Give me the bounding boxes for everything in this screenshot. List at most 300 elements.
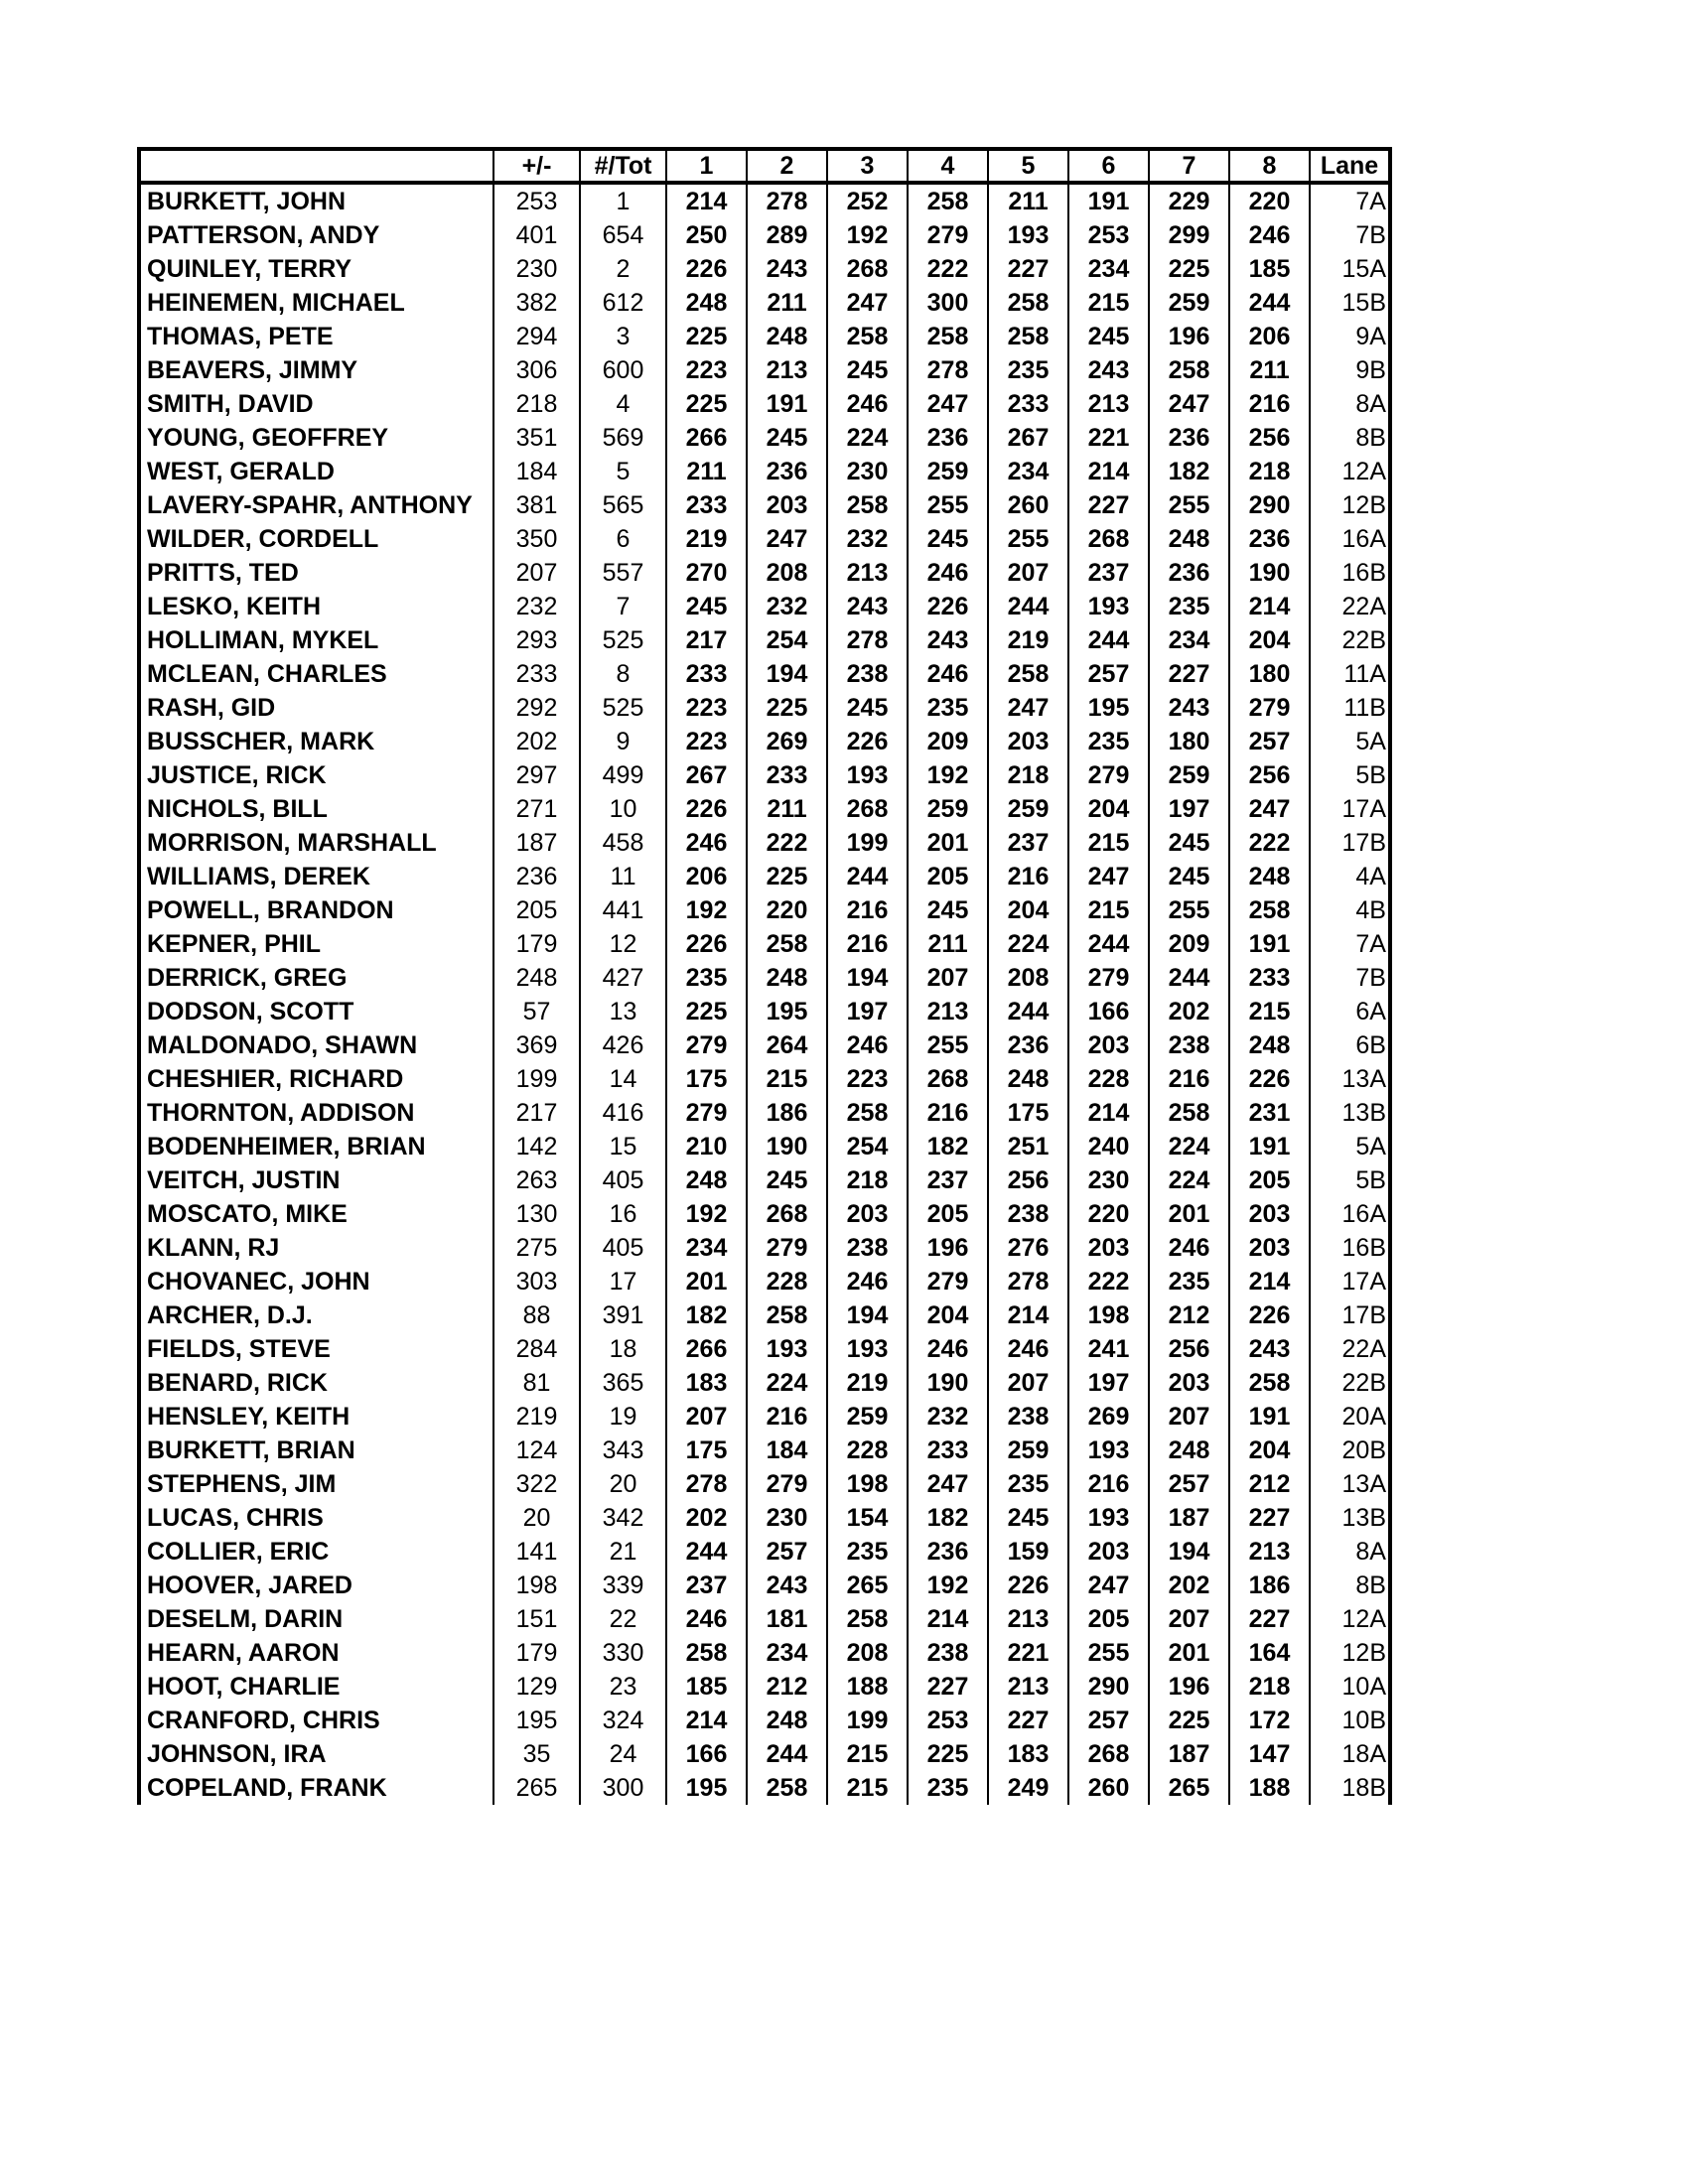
bowler-name: MCLEAN, CHARLES [139, 657, 493, 691]
game-7-score: 212 [1149, 1298, 1229, 1332]
number-total-cell: 557 [580, 556, 666, 590]
lane-cell: 13B [1310, 1096, 1390, 1130]
table-row [139, 826, 1390, 860]
game-7-score: 207 [1149, 1602, 1229, 1636]
plus-minus-cell: 294 [493, 320, 580, 353]
game-1-score: 195 [666, 1771, 747, 1805]
plus-minus-cell: 35 [493, 1737, 580, 1771]
lane-cell: 6B [1310, 1028, 1390, 1062]
number-total-cell: 324 [580, 1704, 666, 1737]
game-3-score: 259 [827, 1400, 908, 1433]
number-total-cell: 525 [580, 623, 666, 657]
game-5-score: 233 [988, 387, 1068, 421]
game-4-score: 232 [908, 1400, 988, 1433]
game-1-score: 235 [666, 961, 747, 995]
number-total-cell: 569 [580, 421, 666, 455]
game-1-score: 246 [666, 826, 747, 860]
game-7-score: 227 [1149, 657, 1229, 691]
table-row [139, 1636, 1390, 1670]
game-2-score: 248 [747, 1704, 827, 1737]
game-1-score: 192 [666, 893, 747, 927]
game-1-score: 258 [666, 1636, 747, 1670]
plus-minus-cell: 232 [493, 590, 580, 623]
game-4-score: 246 [908, 657, 988, 691]
game-4-score: 278 [908, 353, 988, 387]
game-7-score: 247 [1149, 387, 1229, 421]
game-3-score: 197 [827, 995, 908, 1028]
header-lane: Lane [1310, 149, 1390, 183]
game-6-score: 244 [1068, 623, 1149, 657]
header-name [139, 149, 493, 183]
game-4-score: 258 [908, 320, 988, 353]
game-1-score: 226 [666, 927, 747, 961]
table-row [139, 455, 1390, 488]
game-7-score: 224 [1149, 1163, 1229, 1197]
game-7-score: 245 [1149, 860, 1229, 893]
plus-minus-cell: 202 [493, 725, 580, 758]
plus-minus-cell: 217 [493, 1096, 580, 1130]
game-3-score: 246 [827, 1265, 908, 1298]
bowler-name: CRANFORD, CHRIS [139, 1704, 493, 1737]
plus-minus-cell: 219 [493, 1400, 580, 1433]
game-7-score: 229 [1149, 183, 1229, 218]
plus-minus-cell: 233 [493, 657, 580, 691]
bowler-name: HOLLIMAN, MYKEL [139, 623, 493, 657]
lane-cell: 5B [1310, 1163, 1390, 1197]
game-2-score: 208 [747, 556, 827, 590]
game-6-score: 279 [1068, 961, 1149, 995]
game-2-score: 191 [747, 387, 827, 421]
table-row [139, 218, 1390, 252]
game-5-score: 249 [988, 1771, 1068, 1805]
game-8-score: 222 [1229, 826, 1310, 860]
game-5-score: 245 [988, 1501, 1068, 1535]
game-5-score: 237 [988, 826, 1068, 860]
game-1-score: 250 [666, 218, 747, 252]
number-total-cell: 12 [580, 927, 666, 961]
number-total-cell: 1 [580, 183, 666, 218]
table-row [139, 1400, 1390, 1433]
plus-minus-cell: 350 [493, 522, 580, 556]
game-8-score: 213 [1229, 1535, 1310, 1569]
lane-cell: 16A [1310, 522, 1390, 556]
game-7-score: 202 [1149, 995, 1229, 1028]
header-game-3: 3 [827, 149, 908, 183]
plus-minus-cell: 142 [493, 1130, 580, 1163]
bowler-name: MALDONADO, SHAWN [139, 1028, 493, 1062]
header-game-4: 4 [908, 149, 988, 183]
game-1-score: 225 [666, 995, 747, 1028]
game-5-score: 259 [988, 792, 1068, 826]
game-4-score: 207 [908, 961, 988, 995]
game-6-score: 247 [1068, 1569, 1149, 1602]
game-7-score: 216 [1149, 1062, 1229, 1096]
game-4-score: 243 [908, 623, 988, 657]
game-2-score: 247 [747, 522, 827, 556]
game-7-score: 203 [1149, 1366, 1229, 1400]
bowler-name: RASH, GID [139, 691, 493, 725]
plus-minus-cell: 230 [493, 252, 580, 286]
game-1-score: 244 [666, 1535, 747, 1569]
game-6-score: 195 [1068, 691, 1149, 725]
lane-cell: 12A [1310, 1602, 1390, 1636]
game-7-score: 196 [1149, 320, 1229, 353]
table-row [139, 1197, 1390, 1231]
lane-cell: 22A [1310, 590, 1390, 623]
plus-minus-cell: 351 [493, 421, 580, 455]
number-total-cell: 10 [580, 792, 666, 826]
number-total-cell: 391 [580, 1298, 666, 1332]
lane-cell: 7A [1310, 927, 1390, 961]
game-6-score: 290 [1068, 1670, 1149, 1704]
plus-minus-cell: 207 [493, 556, 580, 590]
table-row [139, 1332, 1390, 1366]
game-7-score: 209 [1149, 927, 1229, 961]
game-5-score: 227 [988, 252, 1068, 286]
lane-cell: 4B [1310, 893, 1390, 927]
game-7-score: 187 [1149, 1737, 1229, 1771]
game-5-score: 246 [988, 1332, 1068, 1366]
number-total-cell: 339 [580, 1569, 666, 1602]
plus-minus-cell: 322 [493, 1467, 580, 1501]
plus-minus-cell: 275 [493, 1231, 580, 1265]
number-total-cell: 23 [580, 1670, 666, 1704]
game-7-score: 255 [1149, 488, 1229, 522]
game-8-score: 180 [1229, 657, 1310, 691]
bowler-name: THOMAS, PETE [139, 320, 493, 353]
game-5-score: 218 [988, 758, 1068, 792]
game-6-score: 166 [1068, 995, 1149, 1028]
game-7-score: 187 [1149, 1501, 1229, 1535]
game-4-score: 222 [908, 252, 988, 286]
game-7-score: 201 [1149, 1197, 1229, 1231]
game-2-score: 258 [747, 927, 827, 961]
game-6-score: 193 [1068, 590, 1149, 623]
game-4-score: 247 [908, 387, 988, 421]
game-5-score: 251 [988, 1130, 1068, 1163]
game-8-score: 191 [1229, 927, 1310, 961]
game-8-score: 203 [1229, 1231, 1310, 1265]
lane-cell: 16B [1310, 556, 1390, 590]
number-total-cell: 8 [580, 657, 666, 691]
game-8-score: 216 [1229, 387, 1310, 421]
game-2-score: 184 [747, 1433, 827, 1467]
game-7-score: 180 [1149, 725, 1229, 758]
game-4-score: 279 [908, 1265, 988, 1298]
game-4-score: 258 [908, 183, 988, 218]
game-3-score: 192 [827, 218, 908, 252]
game-8-score: 218 [1229, 1670, 1310, 1704]
number-total-cell: 612 [580, 286, 666, 320]
game-2-score: 248 [747, 320, 827, 353]
game-5-score: 211 [988, 183, 1068, 218]
game-8-score: 258 [1229, 893, 1310, 927]
plus-minus-cell: 253 [493, 183, 580, 218]
game-5-score: 267 [988, 421, 1068, 455]
game-7-score: 234 [1149, 623, 1229, 657]
game-4-score: 279 [908, 218, 988, 252]
lane-cell: 16A [1310, 1197, 1390, 1231]
game-1-score: 234 [666, 1231, 747, 1265]
game-6-score: 198 [1068, 1298, 1149, 1332]
table-row [139, 1569, 1390, 1602]
number-total-cell: 600 [580, 353, 666, 387]
game-3-score: 199 [827, 826, 908, 860]
game-3-score: 247 [827, 286, 908, 320]
game-8-score: 185 [1229, 252, 1310, 286]
game-2-score: 220 [747, 893, 827, 927]
game-1-score: 201 [666, 1265, 747, 1298]
game-5-score: 207 [988, 556, 1068, 590]
game-7-score: 197 [1149, 792, 1229, 826]
game-4-score: 190 [908, 1366, 988, 1400]
game-6-score: 260 [1068, 1771, 1149, 1805]
game-6-score: 215 [1068, 286, 1149, 320]
table-row [139, 320, 1390, 353]
game-7-score: 246 [1149, 1231, 1229, 1265]
game-2-score: 186 [747, 1096, 827, 1130]
game-7-score: 257 [1149, 1467, 1229, 1501]
number-total-cell: 5 [580, 455, 666, 488]
number-total-cell: 300 [580, 1771, 666, 1805]
bowler-name: COLLIER, ERIC [139, 1535, 493, 1569]
game-1-score: 214 [666, 183, 747, 218]
table-row [139, 252, 1390, 286]
lane-cell: 7B [1310, 961, 1390, 995]
table-row [139, 286, 1390, 320]
lane-cell: 12B [1310, 1636, 1390, 1670]
game-8-score: 220 [1229, 183, 1310, 218]
game-7-score: 258 [1149, 353, 1229, 387]
game-3-score: 194 [827, 961, 908, 995]
game-1-score: 192 [666, 1197, 747, 1231]
plus-minus-cell: 141 [493, 1535, 580, 1569]
lane-cell: 4A [1310, 860, 1390, 893]
table-row [139, 556, 1390, 590]
game-6-score: 268 [1068, 522, 1149, 556]
game-8-score: 204 [1229, 1433, 1310, 1467]
number-total-cell: 17 [580, 1265, 666, 1298]
game-3-score: 246 [827, 387, 908, 421]
game-8-score: 205 [1229, 1163, 1310, 1197]
game-5-score: 226 [988, 1569, 1068, 1602]
game-3-score: 245 [827, 353, 908, 387]
bowler-name: WILLIAMS, DEREK [139, 860, 493, 893]
game-3-score: 224 [827, 421, 908, 455]
game-5-score: 258 [988, 286, 1068, 320]
game-1-score: 185 [666, 1670, 747, 1704]
game-7-score: 245 [1149, 826, 1229, 860]
game-6-score: 257 [1068, 657, 1149, 691]
header-game-2: 2 [747, 149, 827, 183]
game-1-score: 206 [666, 860, 747, 893]
game-5-score: 221 [988, 1636, 1068, 1670]
game-2-score: 289 [747, 218, 827, 252]
game-1-score: 279 [666, 1096, 747, 1130]
bowler-name: WEST, GERALD [139, 455, 493, 488]
lane-cell: 5A [1310, 725, 1390, 758]
game-5-score: 227 [988, 1704, 1068, 1737]
lane-cell: 9A [1310, 320, 1390, 353]
game-7-score: 258 [1149, 1096, 1229, 1130]
plus-minus-cell: 195 [493, 1704, 580, 1737]
game-5-score: 175 [988, 1096, 1068, 1130]
game-6-score: 222 [1068, 1265, 1149, 1298]
bowler-name: THORNTON, ADDISON [139, 1096, 493, 1130]
lane-cell: 10B [1310, 1704, 1390, 1737]
plus-minus-cell: 198 [493, 1569, 580, 1602]
game-3-score: 258 [827, 488, 908, 522]
game-7-score: 196 [1149, 1670, 1229, 1704]
game-4-score: 255 [908, 488, 988, 522]
game-4-score: 245 [908, 522, 988, 556]
plus-minus-cell: 81 [493, 1366, 580, 1400]
lane-cell: 22A [1310, 1332, 1390, 1366]
game-3-score: 154 [827, 1501, 908, 1535]
game-6-score: 214 [1068, 455, 1149, 488]
game-3-score: 243 [827, 590, 908, 623]
bowler-name: CHESHIER, RICHARD [139, 1062, 493, 1096]
bowler-name: POWELL, BRANDON [139, 893, 493, 927]
game-8-score: 218 [1229, 455, 1310, 488]
game-4-score: 214 [908, 1602, 988, 1636]
game-2-score: 190 [747, 1130, 827, 1163]
table-row [139, 1501, 1390, 1535]
game-4-score: 259 [908, 455, 988, 488]
header-number-total: #/Tot [580, 149, 666, 183]
lane-cell: 15B [1310, 286, 1390, 320]
number-total-cell: 7 [580, 590, 666, 623]
game-2-score: 211 [747, 286, 827, 320]
game-6-score: 234 [1068, 252, 1149, 286]
game-6-score: 215 [1068, 826, 1149, 860]
game-4-score: 259 [908, 792, 988, 826]
game-6-score: 191 [1068, 183, 1149, 218]
game-6-score: 193 [1068, 1433, 1149, 1467]
game-2-score: 248 [747, 961, 827, 995]
number-total-cell: 9 [580, 725, 666, 758]
game-7-score: 207 [1149, 1400, 1229, 1433]
game-5-score: 256 [988, 1163, 1068, 1197]
game-3-score: 252 [827, 183, 908, 218]
table-row [139, 1231, 1390, 1265]
game-8-score: 211 [1229, 353, 1310, 387]
game-8-score: 290 [1229, 488, 1310, 522]
plus-minus-cell: 293 [493, 623, 580, 657]
lane-cell: 6A [1310, 995, 1390, 1028]
lane-cell: 8B [1310, 421, 1390, 455]
header-plus-minus: +/- [493, 149, 580, 183]
game-6-score: 193 [1068, 1501, 1149, 1535]
lane-cell: 10A [1310, 1670, 1390, 1704]
game-2-score: 215 [747, 1062, 827, 1096]
game-1-score: 226 [666, 792, 747, 826]
game-3-score: 188 [827, 1670, 908, 1704]
lane-cell: 17A [1310, 792, 1390, 826]
game-8-score: 258 [1229, 1366, 1310, 1400]
bowler-name: PRITTS, TED [139, 556, 493, 590]
bowler-name: PATTERSON, ANDY [139, 218, 493, 252]
game-8-score: 248 [1229, 1028, 1310, 1062]
game-3-score: 194 [827, 1298, 908, 1332]
lane-cell: 12B [1310, 488, 1390, 522]
game-7-score: 248 [1149, 522, 1229, 556]
game-1-score: 223 [666, 691, 747, 725]
plus-minus-cell: 184 [493, 455, 580, 488]
table-row [139, 623, 1390, 657]
table-row [139, 691, 1390, 725]
game-1-score: 202 [666, 1501, 747, 1535]
game-3-score: 226 [827, 725, 908, 758]
table-row [139, 1467, 1390, 1501]
game-7-score: 225 [1149, 1704, 1229, 1737]
game-3-score: 216 [827, 893, 908, 927]
game-5-score: 214 [988, 1298, 1068, 1332]
lane-cell: 13A [1310, 1467, 1390, 1501]
table-row [139, 590, 1390, 623]
game-5-score: 244 [988, 590, 1068, 623]
bowler-name: BURKETT, BRIAN [139, 1433, 493, 1467]
game-2-score: 278 [747, 183, 827, 218]
game-5-score: 203 [988, 725, 1068, 758]
game-6-score: 227 [1068, 488, 1149, 522]
game-6-score: 221 [1068, 421, 1149, 455]
bowler-name: MORRISON, MARSHALL [139, 826, 493, 860]
game-5-score: 255 [988, 522, 1068, 556]
plus-minus-cell: 381 [493, 488, 580, 522]
plus-minus-cell: 382 [493, 286, 580, 320]
game-8-score: 233 [1229, 961, 1310, 995]
game-4-score: 204 [908, 1298, 988, 1332]
game-3-score: 278 [827, 623, 908, 657]
plus-minus-cell: 284 [493, 1332, 580, 1366]
game-1-score: 233 [666, 657, 747, 691]
game-4-score: 268 [908, 1062, 988, 1096]
game-5-score: 213 [988, 1602, 1068, 1636]
game-6-score: 203 [1068, 1535, 1149, 1569]
game-8-score: 214 [1229, 1265, 1310, 1298]
game-2-score: 279 [747, 1467, 827, 1501]
game-8-score: 164 [1229, 1636, 1310, 1670]
game-7-score: 265 [1149, 1771, 1229, 1805]
game-1-score: 237 [666, 1569, 747, 1602]
game-2-score: 224 [747, 1366, 827, 1400]
number-total-cell: 458 [580, 826, 666, 860]
number-total-cell: 342 [580, 1501, 666, 1535]
plus-minus-cell: 205 [493, 893, 580, 927]
number-total-cell: 525 [580, 691, 666, 725]
bowler-name: KLANN, RJ [139, 1231, 493, 1265]
game-6-score: 244 [1068, 927, 1149, 961]
bowler-name: SMITH, DAVID [139, 387, 493, 421]
lane-cell: 5A [1310, 1130, 1390, 1163]
lane-cell: 8A [1310, 1535, 1390, 1569]
game-5-score: 238 [988, 1400, 1068, 1433]
header-row [139, 149, 1390, 183]
game-1-score: 245 [666, 590, 747, 623]
game-7-score: 299 [1149, 218, 1229, 252]
number-total-cell: 22 [580, 1602, 666, 1636]
game-7-score: 243 [1149, 691, 1229, 725]
number-total-cell: 13 [580, 995, 666, 1028]
table-row [139, 387, 1390, 421]
game-2-score: 230 [747, 1501, 827, 1535]
game-5-score: 208 [988, 961, 1068, 995]
game-8-score: 215 [1229, 995, 1310, 1028]
game-8-score: 248 [1229, 860, 1310, 893]
game-7-score: 224 [1149, 1130, 1229, 1163]
number-total-cell: 416 [580, 1096, 666, 1130]
